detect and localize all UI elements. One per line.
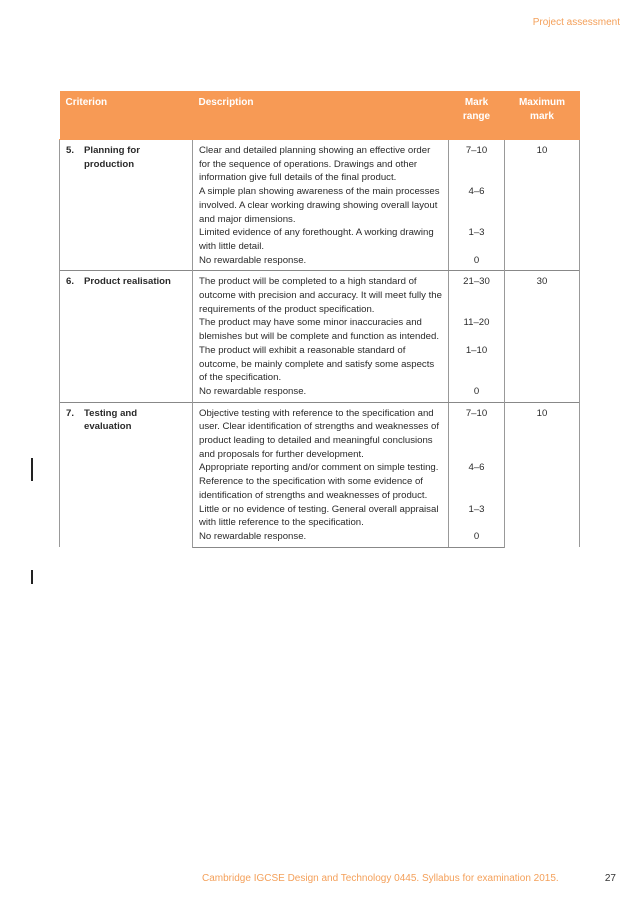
description-cell: The product may have some minor inaccuracies and blemishes but will be complete and function as intended.: [193, 316, 449, 343]
maximum-mark-cell: 30: [505, 271, 580, 402]
criterion-cell: 5. Planning for production: [60, 140, 193, 271]
description-cell: The product will be completed to a high standard of outcome with precision and accuracy. It will meet fully the requirements of the product specification.: [193, 271, 449, 317]
description-cell: A simple plan showing awareness of the main processes involved. A clear working drawing showing overall layout and major dimensions.: [193, 185, 449, 226]
section-header: Project assessment: [532, 17, 620, 28]
description-cell: No rewardable response.: [193, 385, 449, 402]
mark-range-cell: 7–10: [449, 402, 505, 461]
criterion-cell: 6. Product realisation: [60, 271, 193, 402]
change-bar: [31, 458, 33, 481]
page-number: 27: [604, 873, 616, 884]
maximum-mark-cell: 10: [505, 402, 580, 547]
mark-range-cell: 0: [449, 254, 505, 271]
description-cell: The product will exhibit a reasonable standard of outcome, be mainly complete and satisfy some aspects of the specification.: [193, 344, 449, 385]
change-bar: [31, 570, 33, 584]
description-cell: Limited evidence of any forethought. A working drawing with little detail.: [193, 226, 449, 253]
mark-range-cell: 7–10: [449, 140, 505, 186]
mark-range-cell: 4–6: [449, 185, 505, 226]
description-cell: Objective testing with reference to the specification and user. Clear identification of strengths and weaknesses of product leading to detailed and meaningful conclusions and proposals for further development.: [193, 402, 449, 461]
footer-title: Cambridge IGCSE Design and Technology 0445. Syllabus for examination 2015.: [202, 873, 559, 884]
description-cell: No rewardable response.: [193, 254, 449, 271]
maximum-mark-cell: 10: [505, 140, 580, 271]
mark-range-cell: 4–6: [449, 461, 505, 502]
table-row: [60, 140, 580, 186]
mark-range-cell: 0: [449, 530, 505, 547]
criterion-cell: 7. Testing and evaluation: [60, 402, 193, 547]
header-description: Description: [193, 91, 449, 140]
assessment-criteria-table: [59, 91, 580, 548]
description-cell: Appropriate reporting and/or comment on simple testing. Reference to the specification with some evidence of identification of strengths and weaknesses of product.: [193, 461, 449, 502]
table-row: [60, 402, 580, 461]
table-header-row: [60, 91, 580, 140]
description-cell: Little or no evidence of testing. General overall appraisal with little reference to the specification.: [193, 503, 449, 530]
mark-range-cell: 1–3: [449, 503, 505, 530]
header-criterion: Criterion: [60, 91, 193, 140]
mark-range-cell: 11–20: [449, 316, 505, 343]
description-cell: No rewardable response.: [193, 530, 449, 547]
mark-range-cell: 1–10: [449, 344, 505, 385]
mark-range-cell: 1–3: [449, 226, 505, 253]
table-row: [60, 271, 580, 317]
mark-range-cell: 0: [449, 385, 505, 402]
header-mark-range: Mark range: [449, 91, 505, 140]
mark-range-cell: 21–30: [449, 271, 505, 317]
description-cell: Clear and detailed planning showing an effective order for the sequence of operations. Drawings and other information give full details of the final product.: [193, 140, 449, 186]
header-maximum-mark: Maximum mark: [505, 91, 580, 140]
